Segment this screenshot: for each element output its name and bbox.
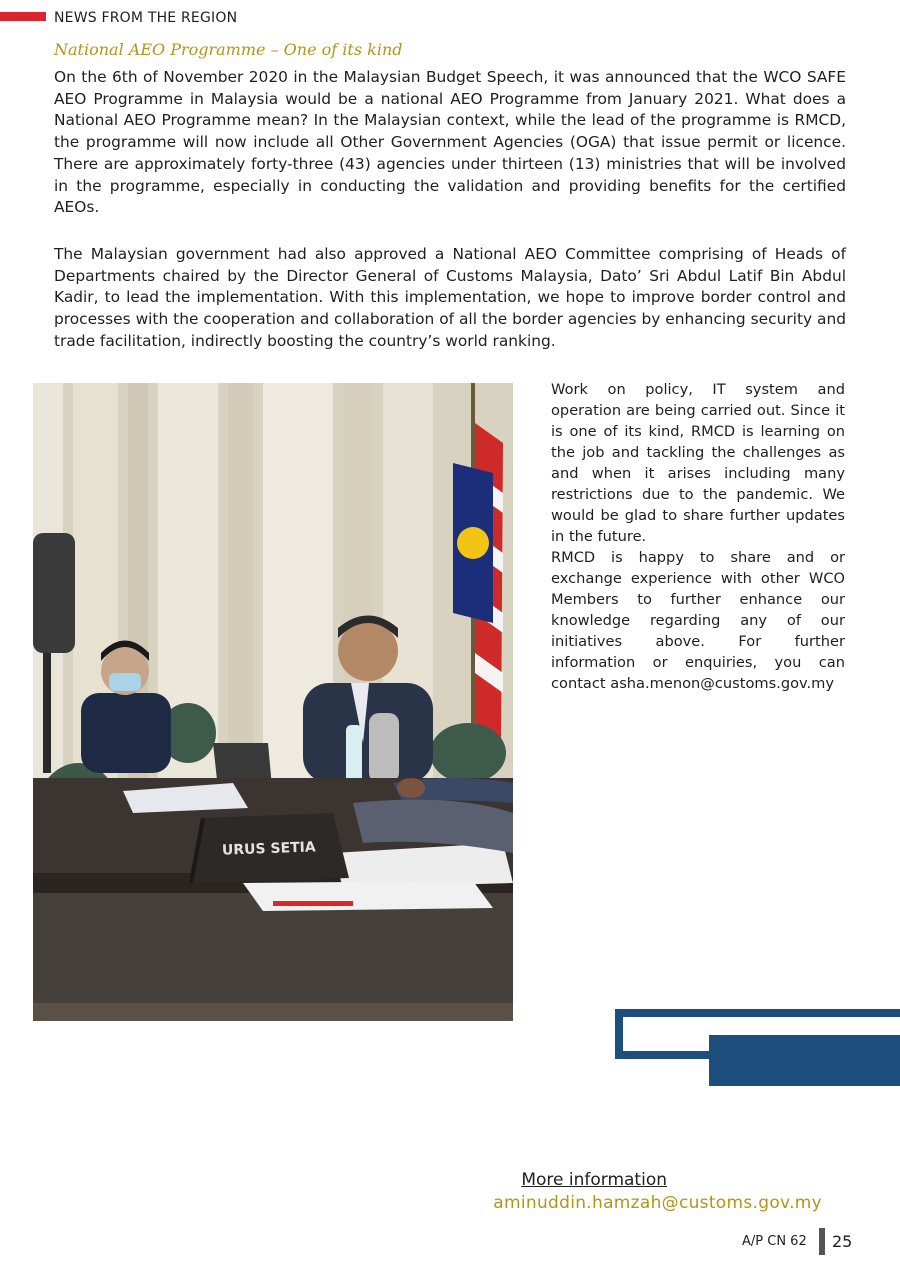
contact-email-link[interactable]: aminuddin.hamzah@customs.gov.my [493,1193,822,1213]
meeting-photo [33,383,513,1021]
issue-label: A/P CN 62 [742,1234,807,1249]
page-number: 25 [832,1232,853,1251]
decorative-block [709,1035,900,1086]
sidebar-paragraph-2: RMCD is happy to share and or exchange experience with other WCO Members to further enhance our knowledge regarding any of our initiatives above. For further information or enquiries, you can contact asha.menon@customs.gov.my [551,549,845,692]
more-information-link[interactable]: More information [521,1170,667,1190]
article-title: National AEO Programme – One of its kind [54,40,403,59]
sidebar-paragraph-1: Work on policy, IT system and operation are being carried out. Since it is one of its kind, RMCD is learning on the job and tackling the challenges as and when it arises including many restrictions due to the pandemic. We would be glad to share further updates in the future. [551,381,845,545]
article-paragraph-1: On the 6th of November 2020 in the Malaysian Budget Speech, it was announced that the WCO SAFE AEO Programme in Malaysia would be a national AEO Programme from January 2021. What does a National AEO Programme mean? In the Malaysian context, while the lead of the programme is RMCD, the programme will now include all Other Government Agencies (OGA) that issue permit or licence. There are approximately forty-three (43) agencies under thirteen (13) ministries that will be involved in the programme, especially in conducting the validation and providing benefits for the certified AEOs. [54,68,846,217]
footer-divider [819,1228,825,1255]
section-accent-bar [0,12,46,21]
article-paragraph-2: The Malaysian government had also approved a National AEO Committee comprising of Heads of Departments chaired by the Director General of Customs Malaysia, Dato’ Sri Abdul Latif Bin Abdul Kadir, to lead the implementation. With this implementation, we hope to improve border control and processes with the cooperation and collaboration of all the border agencies by enhancing security and trade facilitation, indirectly boosting the country’s world ranking. [54,245,846,350]
nameplate-text: URUS SETIA [221,839,316,859]
section-label: NEWS FROM THE REGION [54,10,238,26]
